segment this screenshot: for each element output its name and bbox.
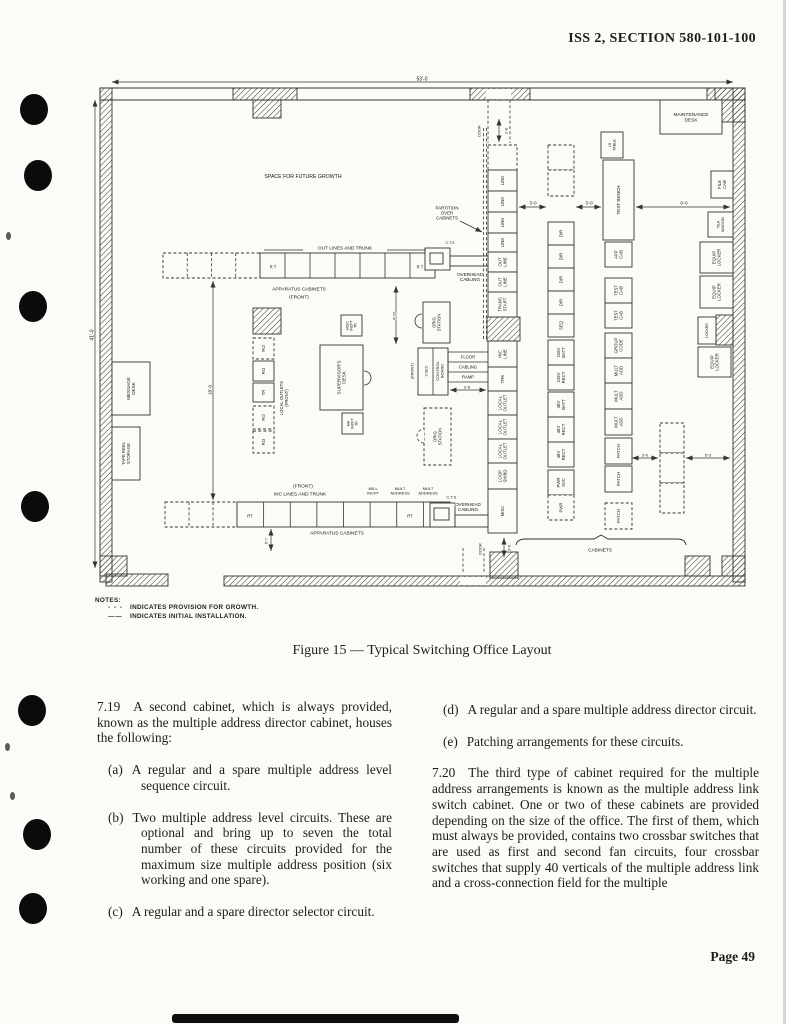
diagram-label: DIR (558, 275, 564, 284)
diagram-label: ORIGSTATION (431, 313, 442, 332)
door-opening (460, 577, 486, 585)
item-text: Patching arrangements for these circuits. (466, 733, 684, 749)
diagram-label: 18'-0 (207, 384, 213, 396)
diagram-label: TESTCAB (613, 285, 624, 296)
item-text: A regular and a spare multiple address level sequence circuit. (131, 762, 392, 793)
list-item-a (97, 762, 392, 793)
cabinet-box (660, 453, 684, 483)
scan-speck-artifact (5, 743, 10, 751)
diagram-label: 8'-0 (680, 200, 688, 206)
text-column-right (432, 702, 759, 907)
item-text: A regular and a spare director selector circuit. (131, 904, 375, 920)
wall-section (487, 317, 520, 341)
cabinet-box (455, 515, 488, 527)
binding-hole-artifact (24, 160, 52, 191)
wall-section (716, 315, 733, 345)
leader-arrow (460, 221, 482, 232)
diagram-notes (95, 597, 258, 621)
diagram-label: MULTADD (613, 364, 624, 377)
binding-hole-artifact (23, 819, 51, 850)
diagram-label: EQUIPLOCKER (711, 248, 722, 267)
diagram-label: DIR (558, 229, 564, 238)
diagram-label: RT (247, 513, 253, 519)
diagram-label: LOCALOUTLET (497, 442, 508, 460)
diagram-label: PWRSVC (555, 477, 566, 488)
diagram-label: 3 SEC (424, 365, 429, 377)
binding-hole-artifact (19, 893, 47, 924)
diagram-label: RO (260, 438, 266, 446)
diagram-label: TR (260, 389, 266, 396)
scan-speck-artifact (6, 232, 11, 240)
cabinet-box (548, 170, 574, 196)
cabinet-box (430, 253, 443, 264)
diagram-label: MISCINCPTTR (345, 320, 358, 331)
diagram-label: LINK (499, 217, 505, 228)
diagram-label: CABINETS (588, 548, 612, 554)
diagram-label: RT (407, 513, 413, 519)
wall-section (685, 556, 710, 576)
binding-hole-artifact (19, 291, 47, 322)
diagram-label: RO (260, 367, 266, 375)
cabinet-row (165, 502, 237, 527)
binding-hole-artifact (18, 695, 46, 726)
diagram-label: TEST BENCH (616, 185, 622, 215)
diagram-label: PARTITION OVER CABINETS (435, 205, 459, 221)
cabinet-box (548, 145, 574, 170)
dashed-line-symbol: - - - (108, 604, 123, 611)
diagram-label: (FRONT) (410, 363, 415, 379)
diagram-label: MULTADD (613, 390, 624, 402)
diagram-label: TAPE REELSTORAGE (120, 441, 131, 466)
diagram-label: TEAWAGON (716, 217, 725, 232)
cabinet-box (488, 145, 517, 170)
item-letter: (e) (443, 733, 458, 749)
diagram-label: (FRONT) (293, 484, 313, 490)
notes-title: NOTES: (95, 597, 121, 604)
diagram-label: 53'-0 (416, 76, 428, 83)
brace-symbol (516, 535, 686, 545)
diagram-label: C.T.S. (446, 494, 458, 500)
diagram-label: OUTLINE (497, 257, 508, 267)
binding-hole-artifact (20, 94, 48, 125)
diagram-label: APPCAB (613, 250, 624, 259)
diagram-label: DIR (558, 298, 564, 307)
diagram-label: R T (416, 264, 424, 270)
diagram-label: 3'-0 (585, 200, 593, 206)
note-growth-text: INDICATES PROVISION FOR GROWTH. (130, 604, 259, 611)
diagram-label: 5'-7 (264, 537, 269, 545)
diagram-label: 3'-0 (507, 544, 512, 552)
paragraph-7-19 (97, 699, 392, 746)
diagram-label: SUPERVISOR'SDESK (336, 360, 347, 395)
diagram-label: FILECAB (716, 179, 727, 190)
diagram-label: MULT ADDRESS (418, 486, 438, 496)
wall-section (253, 100, 281, 118)
diagram-label: PATCH (615, 472, 621, 486)
cabinet-box (660, 483, 684, 513)
item-text: Two multiple address level circuits. These are optional and bring up to seven the total number of these circuits provided for the maximum size multiple address position (six working and one spare). (132, 809, 392, 888)
diagram-label: LOCALOUTLET (497, 394, 508, 412)
diagram-label: 115VRECT (555, 371, 566, 384)
chair-symbol (415, 314, 422, 328)
diagram-label: LOCAL OUTLETS(FRONT) (279, 380, 289, 416)
diagram-label: WILL INCPT (367, 486, 379, 496)
diagram-label: SEQ (558, 320, 564, 331)
diagram-label: OUT LINES AND TRUNK (317, 246, 373, 252)
text-column-left (97, 699, 392, 936)
diagram-label: 3'-0 (641, 452, 649, 458)
wall-outline (100, 88, 745, 100)
diagram-label: LINK (499, 237, 505, 248)
diagram-label: LINK (499, 175, 505, 186)
paragraph-number: 7.19 (97, 699, 121, 714)
wall-section (253, 308, 281, 334)
document-reference: ISS 2, SECTION 580-101-100 (568, 31, 756, 46)
diagram-label: (FRONT) (289, 295, 309, 301)
cabinet-box (660, 423, 684, 453)
diagram-label: INC LINES AND TRUNK (273, 492, 327, 498)
paragraph-number: 7.20 (432, 765, 456, 781)
diagram-label: MESSAGEDESK (125, 377, 137, 400)
diagram-label: RO (260, 414, 266, 421)
note-initial (108, 613, 258, 622)
item-text: A regular and a spare multiple address director circuit. (467, 702, 757, 717)
diagram-label: 41'-0 (89, 329, 96, 341)
diagram-label: C.T.S (445, 241, 455, 246)
diagram-label: CONTROLBOARD (435, 361, 445, 381)
diagram-label: MULTADD (613, 416, 624, 428)
diagram-label: TESTCAB (613, 310, 624, 321)
diagram-label: OUTLINE (497, 277, 508, 287)
diagram-label: OVERHEAD CABLING (457, 271, 483, 283)
diagram-label: LOOPSWBD (497, 469, 508, 483)
diagram-label: 48VBATT (555, 399, 566, 410)
diagram-label: 3'-0 (529, 200, 537, 206)
diagram-label: DOOR (478, 543, 483, 555)
diagram-label: TRANSSTART (497, 297, 508, 312)
diagram-label: 48VRECT (555, 423, 566, 436)
note-growth (108, 604, 258, 613)
diagram-label: 2'-8 (504, 127, 509, 135)
diagram-label: SPACE FOR FUTURE GROWTH (264, 173, 342, 180)
paragraph-7-20 (432, 765, 759, 891)
diagram-label: PATCH (615, 509, 621, 523)
list-item-e (432, 734, 759, 750)
diagram-label: APPARATUS CABINETS (272, 287, 326, 293)
cabinet-box (450, 256, 488, 266)
diagram-label: EQUIPLOCKER (709, 353, 720, 371)
diagram-label: LINK (499, 196, 505, 207)
item-letter: (b) (108, 809, 124, 825)
diagram-label: EQUIPLOCKER (711, 283, 722, 301)
chair-symbol (364, 371, 371, 385)
door-opening (486, 89, 511, 99)
diagram-label: RO (260, 345, 266, 352)
scan-speck-artifact (10, 792, 15, 800)
diagram-label: MAINTENANCE DESK (673, 112, 709, 124)
item-letter: (d) (443, 702, 459, 717)
diagram-label: LOCALOUTLET (497, 418, 508, 436)
diagram-label: CABLING (458, 364, 478, 370)
diagram-label: MAINCPTTR (346, 418, 359, 429)
diagram-label: LOCKER (705, 323, 710, 338)
figure-caption: Figure 15 — Typical Switching Office Layout (292, 643, 552, 658)
diagram-label: R T (269, 264, 277, 270)
wall-section (722, 556, 745, 576)
wall-section (233, 88, 297, 100)
diagram-label: FLOOR (460, 354, 476, 360)
diagram-label: DIR (558, 252, 564, 261)
diagram-label: 5'-3 (704, 452, 712, 458)
scan-bar-artifact (172, 1014, 459, 1023)
list-item-c (97, 904, 392, 920)
diagram-label: GROUPCODE (613, 337, 624, 354)
diagram-label: DOOR (477, 125, 482, 137)
list-item-b (97, 810, 392, 889)
paragraph-text: The third type of cabinet required for the multiple address arrangements is known as the multiple address link switch cabinet. One or two of these cabinets are provided depending on the size of the office. The first of them, which must always be provided, contains two crossbar switches that are used as first and second fan circuits, four crossbar switches that supply 40 verticals of the multiple address link and a cross-connection field for the multiple (432, 765, 759, 891)
chair-symbol (417, 429, 424, 443)
page-number: Page 49 (710, 949, 755, 964)
diagram-label: 3'-6 (463, 384, 471, 390)
diagram-label: TRK (499, 374, 505, 384)
diagram-label: 4'-10 (391, 311, 397, 321)
wall-section (100, 556, 127, 576)
paragraph-text: A second cabinet, which is always provided, known as the multiple address director cabinet, houses the following: (97, 699, 392, 746)
diagram-label: 115VBATT (555, 347, 566, 358)
diagram-label: ORIGSTATION (432, 427, 443, 446)
diagram-label: PATCH (615, 444, 621, 458)
cabinet-row (260, 253, 435, 278)
wall-section (100, 88, 112, 582)
note-initial-text: INDICATES INITIAL INSTALLATION. (130, 612, 247, 620)
diagram-label: RAMP (461, 374, 475, 380)
item-letter: (c) (108, 904, 123, 920)
cabinet-box (434, 508, 449, 520)
binding-hole-artifact (21, 491, 49, 522)
diagram-label: MISC (499, 505, 505, 517)
diagram-label: MULT ADDRESS (390, 486, 410, 496)
diagram-label: INCLINE (497, 349, 508, 359)
list-item-d (432, 702, 759, 718)
solid-line-symbol: —— (108, 612, 123, 620)
diagram-label: APPARATUS CABINETS (310, 531, 364, 537)
diagram-label: 15TABLE (608, 139, 617, 151)
diagram-label: PWR (558, 502, 564, 513)
item-letter: (a) (108, 762, 123, 778)
wall-section (733, 88, 745, 582)
diagram-label: 48VRECT (555, 448, 566, 461)
diagram-label: OVERHEAD CABLING (455, 501, 481, 513)
